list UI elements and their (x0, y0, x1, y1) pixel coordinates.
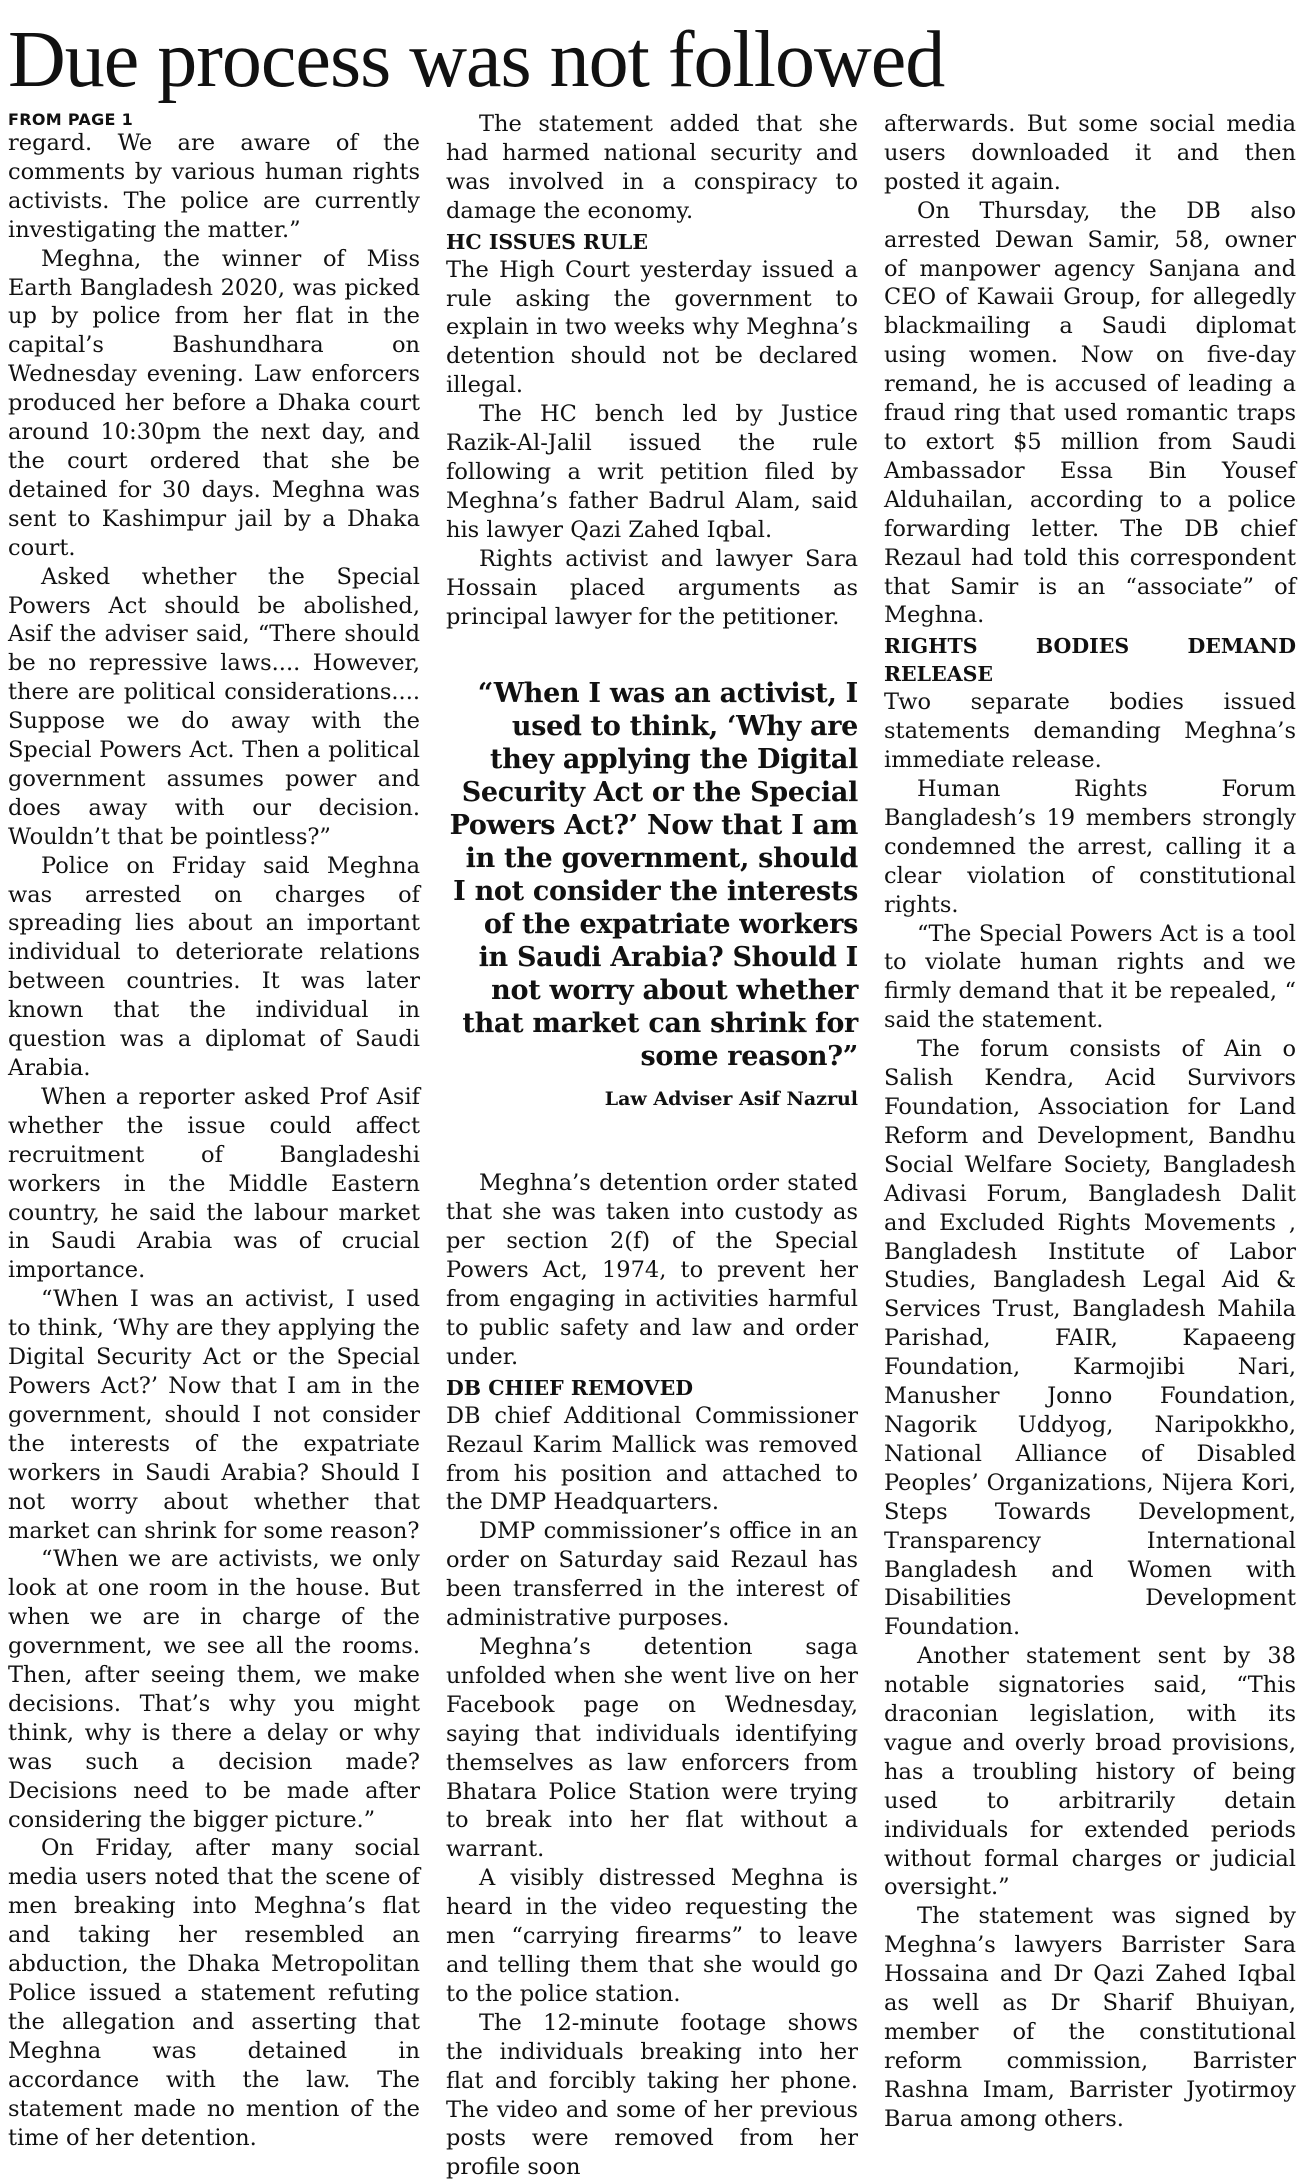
paragraph: Police on Friday said Meghna was arrested on charges of spreading lies about an important individual to deteriorate relations between countries. It was later known that the individual in question was a diplomat of Saudi Arabia. (8, 852, 420, 1081)
paragraph: The 12-minute footage shows the individuals breaking into her flat and forcibly taking her phone. The video and some of her previous posts were removed from her profile soon (446, 2009, 858, 2181)
paragraph: Human Rights Forum Bangladesh’s 19 members strongly condemned the arrest, calling it a clear violation of constitutional rights. (884, 776, 1296, 918)
column-1 (8, 110, 420, 2151)
paragraph: regard. We are aware of the comments by various human rights activists. The police are currently investigating the matter.” (8, 130, 420, 243)
paragraph: afterwards. But some social media users downloaded it and then posted it again. (884, 111, 1296, 195)
subhead-rights-bodies-demand-release: RIGHTS BODIES DEMAND RELEASE (884, 634, 1296, 687)
paragraph: Meghna’s detention saga unfolded when she went live on her Facebook page on Wednesday, saying that individuals identifying themselves as law enforcers from Bhatara Police Station were trying to break into her flat without a warrant. (446, 1634, 858, 1863)
from-page-label: FROM PAGE 1 (8, 110, 134, 129)
paragraph: When a reporter asked Prof Asif whether the issue could affect recruitment of Bangladeshi workers in the Middle Eastern country, he said the labour market in Saudi Arabia was of crucial importance. (8, 1083, 420, 1284)
paragraph: Two separate bodies issued statements demanding Meghna’s immediate release. (884, 689, 1296, 774)
subhead-db-chief-removed: DB CHIEF REMOVED (446, 1375, 693, 1400)
paragraph: Meghna’s detention order stated that she was taken into custody as per section 2(f) of the Special Powers Act, 1974, to prevent her from engaging in activities harmful to public safety and law and order under. (446, 1170, 858, 1370)
paragraph: Meghna, the winner of Miss Earth Bangladesh 2020, was picked up by police from her flat in the capital’s Bashundhara on Wednesday evening. Law enforcers produced her before a Dhaka court around 10:30pm the next day, and the court ordered that she be detained for 30 days. Meghna was sent to Kashimpur jail by a Dhaka court. (8, 245, 420, 561)
subhead-hc-issues-rule: HC ISSUES RULE (446, 229, 648, 254)
paragraph: The High Court yesterday issued a rule asking the government to explain in two weeks why Meghna’s detention should not be declared illegal. (446, 256, 858, 399)
paragraph: “When I was an activist, I used to think, ‘Why are they applying the Digital Security Act or the Special Powers Act?’ Now that I am in the government, should I not consider the interests of the expatriate workers in Saudi Arabia? Should I not worry about whether that market can shrink for some reason? (8, 1286, 420, 1544)
column-3 (884, 110, 1296, 2132)
paragraph: On Friday, after many social media users noted that the scene of men breaking into Meghna’s flat and taking her resembled an abduction, the Dhaka Metropolitan Police issued a statement refuting the allegation and asserting that Meghna was detained in accordance with the law. The statement made no mention of the time of her detention. (8, 1835, 420, 2151)
paragraph: A visibly distressed Meghna is heard in the video requesting the men “carrying firearms” to leave and telling them that she would go to the police station. (446, 1865, 858, 2007)
spacer (446, 1111, 858, 1169)
pull-quote-attribution: Law Adviser Asif Nazrul (604, 1088, 858, 1111)
paragraph: The statement was signed by Meghna’s lawyers Barrister Sara Hossaina and Dr Qazi Zahed Iqbal as well as Dr Sharif Bhuiyan, member of the constitutional reform commission, Barrister Rashna Imam, Barrister Jyotirmoy Barua among others. (884, 1903, 1296, 2132)
column-2 (446, 110, 858, 2181)
paragraph: Rights activist and lawyer Sara Hossain placed arguments as principal lawyer for the petitioner. (446, 545, 858, 630)
paragraph: On Thursday, the DB also arrested Dewan Samir, 58, owner of manpower agency Sanjana and CEO of Kawaii Group, for allegedly blackmailing a Saudi diplomat using women. Now on five-day remand, he is accused of leading a fraud ring that used romantic traps to extort $5 million from Saudi Ambassador Essa Bin Yousef Alduhailan, according to a police forwarding letter. The DB chief Rezaul had told this correspondent that Samir is an “associate” of Meghna. (884, 197, 1296, 629)
pull-quote-text: “When I was an activist, I used to think, ‘Why are they applying the Digital Security Act or the Special Powers Act?’ Now that I am in the government, should I not consider the interests of the expatriate workers in Saudi Arabia? Should I not worry about whether that market can shrink for some reason?” (449, 678, 858, 1073)
paragraph: Another statement sent by 38 notable signatories said, “This draconian legislation, with its vague and overly broad provisions, has a troubling history of being used to arbitrarily detain individuals for extended periods without formal charges or judicial oversight.” (884, 1643, 1296, 1901)
paragraph: DB chief Additional Commissioner Rezaul Karim Mallick was removed from his position and attached to the DMP Headquarters. (446, 1402, 858, 1516)
paragraph: The forum consists of Ain o Salish Kendra, Acid Survivors Foundation, Association for Land Reform and Development, Bandhu Social Welfare Society, Bangladesh Adivasi Forum, Bangladesh Dalit and Excluded Rights Movements , Bangladesh Institute of Labor Studies, Bangladesh Legal Aid & Services Trust, Bangladesh Mahila Parishad, FAIR, Kapaeeng Foundation, Karmojibi Nari, Manusher Jonno Foundation, Nagorik Uddyog, Naripokkho, National Alliance of Disabled Peoples’ Organizations, Nijera Kori, Steps Towards Development, Transparency International Bangladesh and Women with Disabilities Development Foundation. (884, 1036, 1296, 1641)
paragraph: The HC bench led by Justice Razik-Al-Jalil issued the rule following a writ petition filed by Meghna’s father Badrul Alam, said his lawyer Qazi Zahed Iqbal. (446, 401, 858, 543)
paragraph: The statement added that she had harmed national security and was involved in a conspiracy to damage the economy. (446, 111, 858, 224)
pull-quote (446, 677, 858, 1111)
paragraph: Asked whether the Special Powers Act should be abolished, Asif the adviser said, “There should be no repressive laws.... However, there are political considerations.... Suppose we do away with the Special Powers Act. Then a political government assumes power and does away with our decision. Wouldn’t that be pointless?” (8, 563, 420, 850)
paragraph: DMP commissioner’s office in an order on Saturday said Rezaul has been transferred in the interest of administrative purposes. (446, 1518, 858, 1632)
headline: Due process was not followed (8, 16, 945, 104)
paragraph: “The Special Powers Act is a tool to violate human rights and we firmly demand that it be repealed, “ said the statement. (884, 920, 1296, 1034)
paragraph: “When we are activists, we only look at one room in the house. But when we are in charge of the government, we see all the rooms. Then, after seeing them, we make decisions. That’s why you might think, why is there a delay or why was such a decision made? Decisions need to be made after considering the bigger picture.” (8, 1546, 420, 1833)
